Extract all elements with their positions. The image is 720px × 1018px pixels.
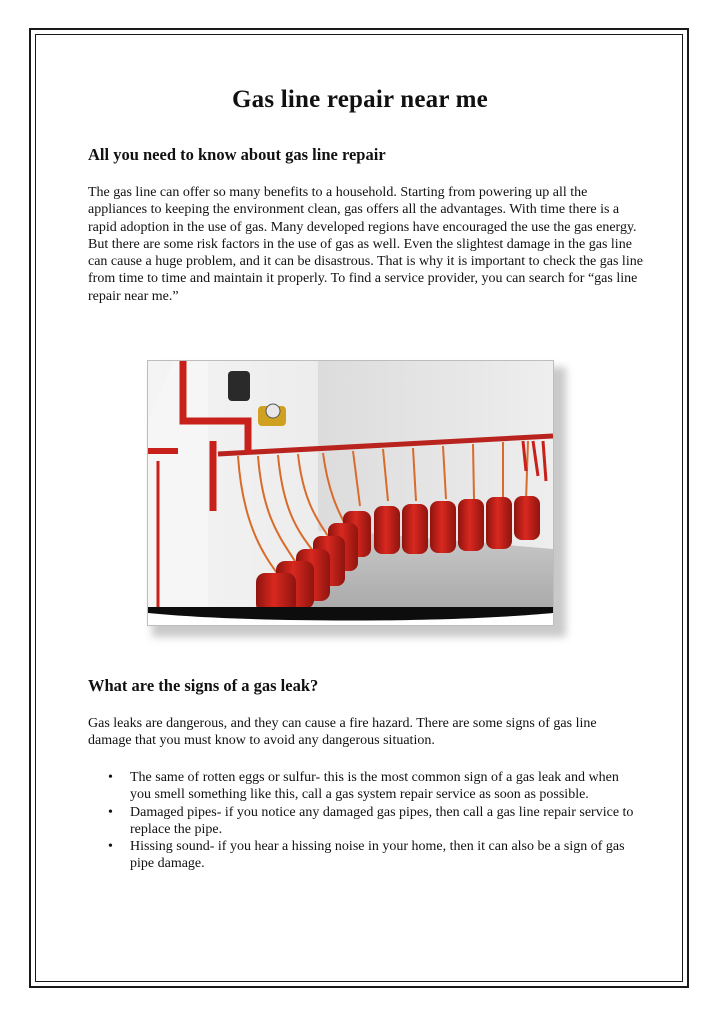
bullet-icon: • [108, 804, 113, 820]
list-item-text: Damaged pipes- if you notice any damaged gas pipes, then call a gas line repair service to replace the pipe. [130, 804, 634, 837]
bullet-icon: • [108, 770, 113, 785]
gas-cylinder-manifold-illustration [148, 361, 553, 625]
intro-paragraph: The gas line can offer so many benefits to a household. Starting from powering up all the appliances to keeping the environment clean, gas offers all the advantages. With time there is a rapid adoption in the use of gas. Many developed regions have encouraged the use the gas energy. But there are some risk factors in the use of gas as well. Even the slightest damage in the gas line can cause a huge problem, and it can be disastrous. That is why it is important to check the gas line from time to time and maintain it properly. To find a service provider, you can search for “gas line repair near me.” [88, 185, 643, 304]
section-heading-gas-leak-signs: What are the signs of a gas leak? [88, 676, 319, 695]
list-item [88, 804, 643, 839]
list-item [88, 838, 643, 873]
gas-cylinder-photo [147, 360, 554, 626]
list-item-text: Hissing sound- if you hear a hissing noise in your home, then it can also be a sign of gas pipe damage. [130, 839, 625, 872]
section-heading-gas-line-repair: All you need to know about gas line repair [88, 145, 386, 164]
page-title: Gas line repair near me [232, 86, 488, 113]
list-item [88, 769, 643, 804]
gauge [266, 404, 280, 418]
regulator-1 [228, 371, 250, 401]
bullet-icon: • [108, 839, 113, 855]
leak-signs-list [88, 769, 643, 873]
list-item-text: The same of rotten eggs or sulfur- this is the most common sign of a gas leak and when you smell something like this, call a gas system repair service as soon as possible. [130, 770, 619, 803]
leak-intro-paragraph: Gas leaks are dangerous, and they can cause a fire hazard. There are some signs of gas line damage that you must know to avoid any dangerous situation. [88, 716, 597, 749]
